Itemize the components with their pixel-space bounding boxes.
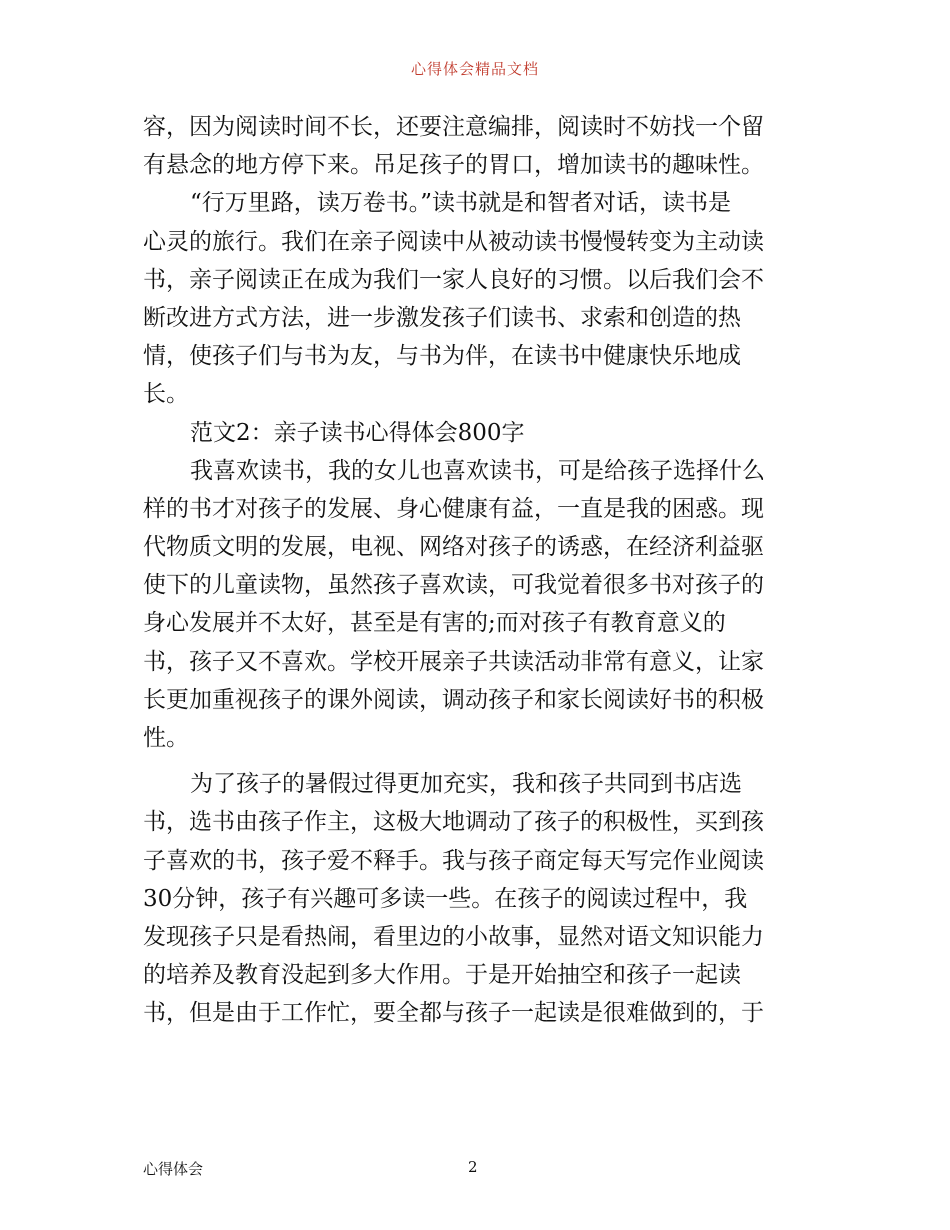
text-line: 性。 — [143, 725, 189, 751]
text-line: 书，亲子阅读正在成为我们一家人良好的习惯。以后我们会不 — [143, 266, 764, 293]
text-line: 有悬念的地方停下来。吊足孩子的胃口，增加读书的趣味性。 — [143, 152, 764, 179]
text-line: 容，因为阅读时间不长，还要注意编排，阅读时不妨找一个留 — [143, 114, 764, 140]
paragraph — [143, 184, 813, 413]
text-line: 为了孩子的暑假过得更加充实，我和孩子共同到书店选 — [190, 771, 742, 798]
text-line: 的培养及教育没起到多大作用。于是开始抽空和孩子一起读 — [143, 962, 741, 989]
text-line: 使下的儿童读物，虽然孩子喜欢读，可我觉着很多书对孩子的 — [143, 572, 764, 599]
paragraph — [143, 452, 813, 758]
text-line: 发现孩子只是看热闹，看里边的小故事，显然对语文知识能力 — [143, 923, 764, 950]
paragraph — [143, 414, 813, 452]
text-line: 情，使孩子们与书为友，与书为伴，在读书中健康快乐地成 — [143, 343, 741, 370]
page-number: 2 — [468, 1158, 478, 1176]
text-line: 书，但是由于工作忙，要全都与孩子一起读是很难做到的，于 — [143, 1000, 764, 1027]
text-line: 子喜欢的书，孩子爱不释手。我与孩子商定每天写完作业阅读 — [143, 847, 764, 874]
text-line: 断改进方式方法，进一步激发孩子们读书、求索和创造的热 — [143, 304, 741, 331]
text-line: 长更加重视孩子的课外阅读，调动孩子和家长阅读好书的积极 — [143, 686, 764, 713]
paragraph — [143, 765, 813, 1032]
text-line: 30分钟，孩子有兴趣可多读一些。在孩子的阅读过程中，我 — [143, 885, 748, 912]
text-line: 我喜欢读书，我的女儿也喜欢读书，可是给孩子选择什么 — [190, 457, 765, 484]
text-line: 心灵的旅行。我们在亲子阅读中从被动读书慢慢转变为主动读 — [143, 228, 764, 255]
text-line: 身心发展并不太好，甚至是有害的;而对孩子有教育意义的 — [143, 610, 726, 637]
text-line: 书，选书由孩子作主，这极大地调动了孩子的积极性，买到孩 — [143, 809, 764, 836]
text-line: 书，孩子又不喜欢。学校开展亲子共读活动非常有意义，让家 — [143, 648, 764, 675]
footer-label: 心得体会 — [143, 1160, 204, 1178]
text-line: 样的书才对孩子的发展、身心健康有益，一直是我的困惑。现 — [143, 495, 764, 522]
document-body — [143, 108, 813, 1033]
paragraph — [143, 108, 813, 184]
text-line: “行万里路，读万卷书。”读书就是和智者对话，读书是 — [190, 190, 732, 217]
document-header-title: 心得体会精品文档 — [410, 60, 539, 78]
paragraph-gap — [143, 757, 813, 765]
text-line: 范文2：亲子读书心得体会800字 — [190, 419, 525, 446]
text-line: 长。 — [143, 381, 189, 408]
text-line: 代物质文明的发展，电视、网络对孩子的诱惑，在经济利益驱 — [143, 534, 764, 561]
